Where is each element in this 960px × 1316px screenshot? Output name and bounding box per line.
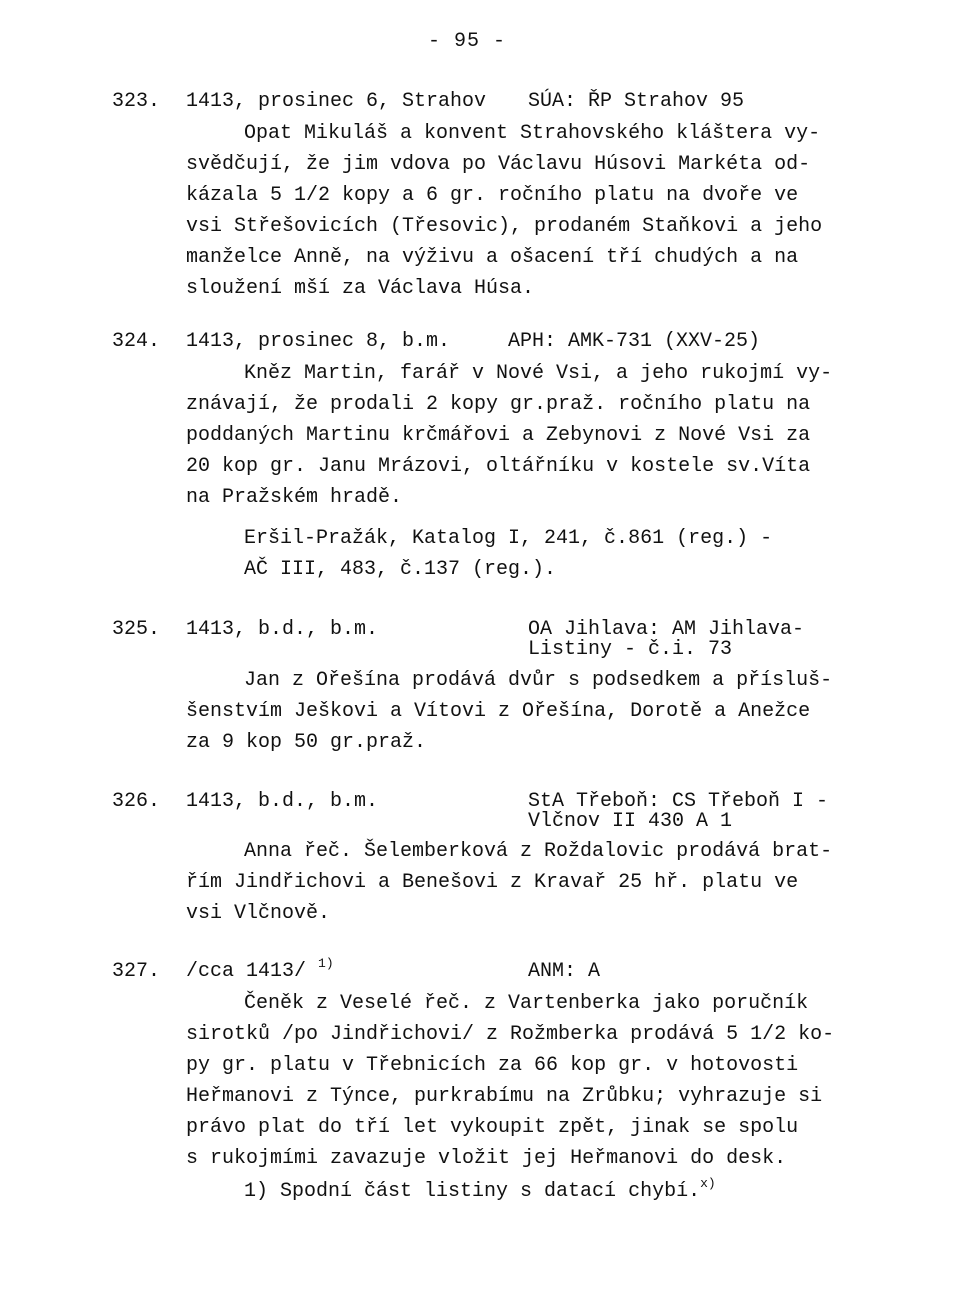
entry-325 [0, 618, 960, 754]
entry-326 [0, 790, 960, 925]
entry-source: SÚA: ŘP Strahov 95 [528, 90, 745, 113]
entry-text-line: Opat Mikuláš a konvent Strahovského kláštera vy- [244, 122, 821, 145]
entry-text-line: právo plat do tří let vykoupit zpět, jinak se spolu [186, 1116, 799, 1139]
entry-date-text: /cca 1413/ [186, 960, 307, 983]
footnote-mark: x) [700, 1176, 716, 1191]
entry-text-line: sirotků /po Jindřichovi/ z Rožmberka prodává 5 1/2 ko- [186, 1023, 835, 1046]
entry-text-line: kázala 5 1/2 kopy a 6 gr. ročního platu na dvoře ve [186, 184, 799, 207]
entry-text-line: řím Jindřichovi a Benešovi z Kravař 25 hř. platu ve [186, 871, 799, 894]
entry-text-line: vsi Střešovicích (Třesovic), prodaném Staňkovi a jeho [186, 215, 823, 238]
entry-text-line: Anna řeč. Šelemberková z Roždalovic prodává brat- [244, 840, 833, 863]
footnote-text: 1) Spodní část listiny s datací chybí. [244, 1180, 701, 1203]
entry-source: StA Třeboň: CS Třeboň I - [528, 790, 829, 813]
entry-number: 327. [112, 960, 161, 983]
entry-source: Listiny - č.i. 73 [528, 638, 733, 661]
entry-text-line: Heřmanovi z Týnce, purkrabímu na Zrůbku; vyhrazuje si [186, 1085, 823, 1108]
entry-date [186, 956, 334, 983]
entry-source: APH: AMK-731 (XXV-25) [508, 330, 761, 353]
entry-text-line: py gr. platu v Třebnicích za 66 kop gr. v hotovosti [186, 1054, 799, 1077]
entry-source: ANM: A [528, 960, 601, 983]
entry-text-line: za 9 kop 50 gr.praž. [186, 731, 427, 754]
page-number: - 95 - [428, 30, 507, 53]
entry-reference: Eršil-Pražák, Katalog I, 241, č.861 (reg.) - [244, 527, 773, 550]
entry-text-line: sloužení mší za Václava Húsa. [186, 277, 535, 300]
entry-source: OA Jihlava: AM Jihlava- [528, 618, 805, 641]
entry-number: 325. [112, 618, 161, 641]
entry-date: 1413, prosinec 6, Strahov [186, 90, 487, 113]
entry-source: Vlčnov II 430 A 1 [528, 810, 733, 833]
entry-date: 1413, b.d., b.m. [186, 618, 379, 641]
entry-323 [0, 90, 960, 300]
entry-327 [0, 956, 960, 1170]
entry-number: 326. [112, 790, 161, 813]
entry-text-line: 20 kop gr. Janu Mrázovi, oltářníku v kostele sv.Víta [186, 455, 811, 478]
entry-text-line: vsi Vlčnově. [186, 902, 331, 925]
entry-324 [0, 330, 960, 581]
entry-text-line: znávají, že prodali 2 kopy gr.praž. ročního platu na [186, 393, 811, 416]
entry-text-line: Čeněk z Veselé řeč. z Vartenberka jako poručník [244, 992, 809, 1015]
entry-number: 323. [112, 90, 161, 113]
entry-date: 1413, b.d., b.m. [186, 790, 379, 813]
entry-text-line: s rukojmími zavazuje vložit jej Heřmanovi do desk. [186, 1147, 787, 1170]
footnote-ref: 1) [318, 956, 334, 971]
entry-text-line: šenstvím Ješkovi a Vítovi z Ořešína, Dorotě a Anežce [186, 700, 811, 723]
entry-text-line: na Pražském hradě. [186, 486, 403, 509]
entry-text-line: svědčují, že jim vdova po Václavu Húsovi Markéta od- [186, 153, 811, 176]
entry-text-line: Jan z Ořešína prodává dvůr s podsedkem a přísluš- [244, 669, 833, 692]
entry-text-line: poddaných Martinu krčmářovi a Zebynovi z Nové Vsi za [186, 424, 811, 447]
entry-text-line: manželce Anně, na výživu a ošacení tří chudých a na [186, 246, 799, 269]
footnote [244, 1176, 716, 1203]
entry-date: 1413, prosinec 8, b.m. [186, 330, 451, 353]
entry-reference: AČ III, 483, č.137 (reg.). [244, 558, 557, 581]
entry-number: 324. [112, 330, 161, 353]
entry-text-line: Kněz Martin, farář v Nové Vsi, a jeho rukojmí vy- [244, 362, 833, 385]
